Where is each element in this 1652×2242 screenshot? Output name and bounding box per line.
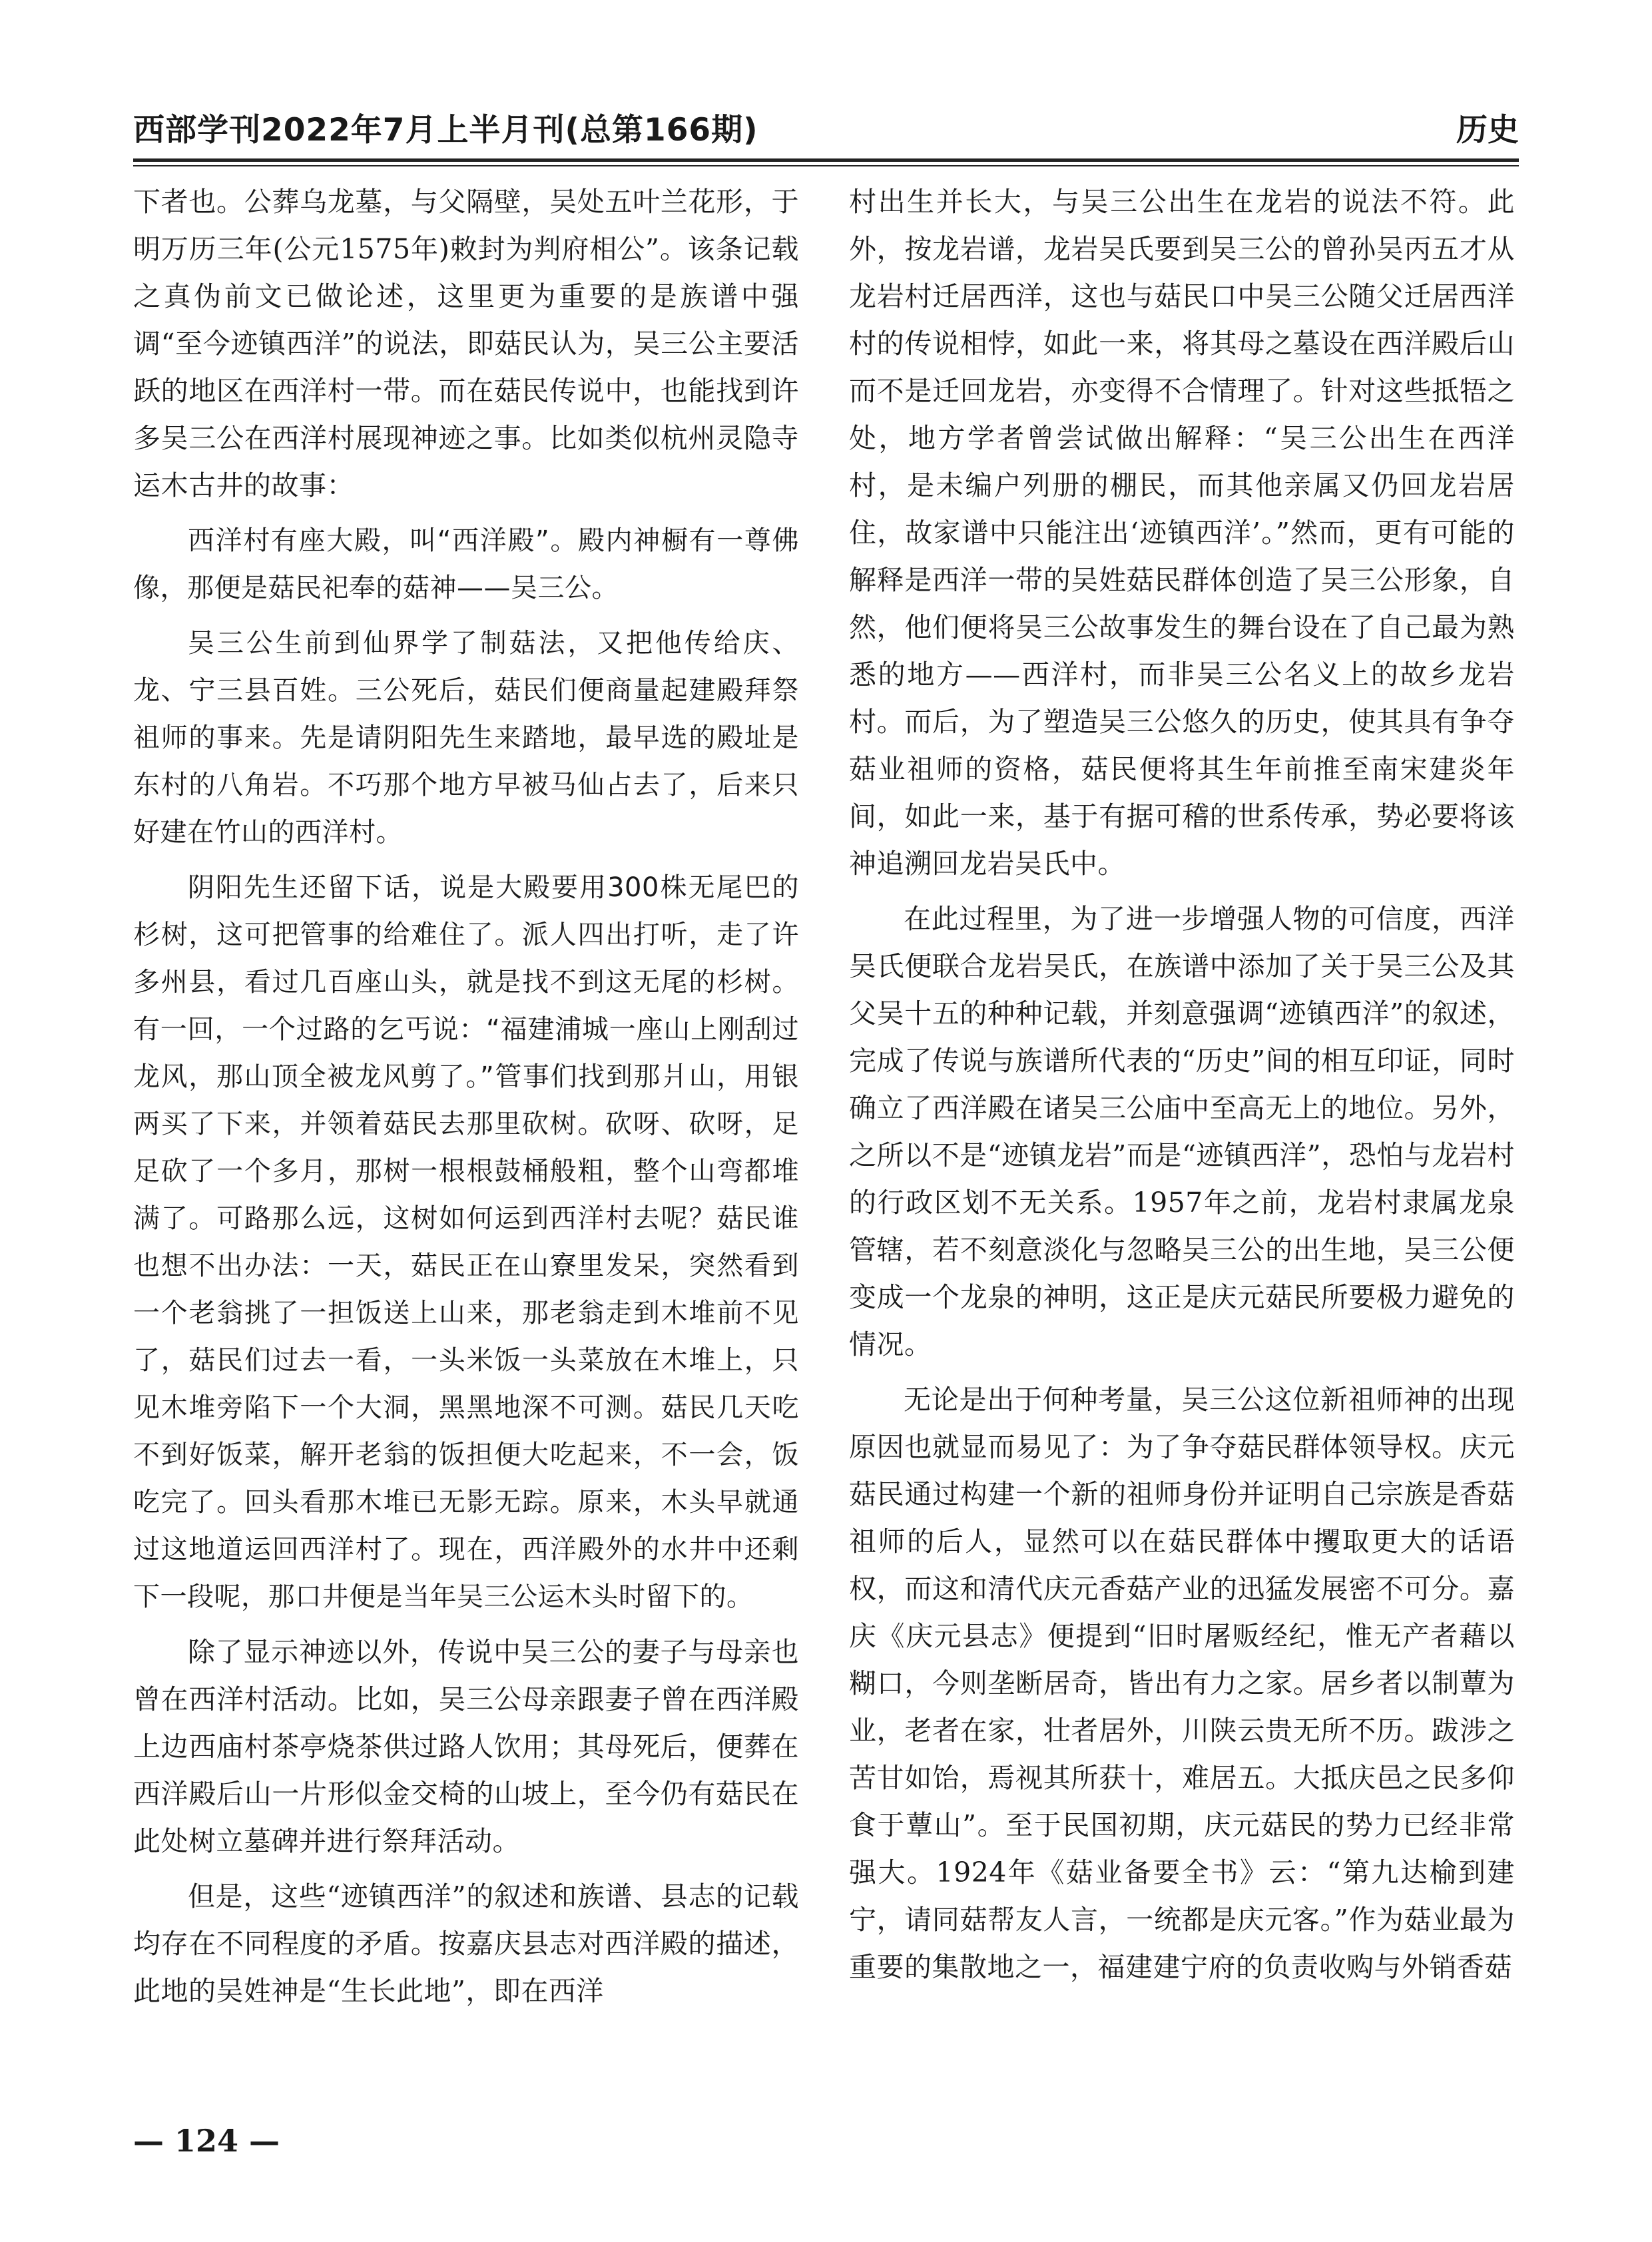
page-number: — 124 — <box>133 2123 280 2159</box>
paragraph: 除了显示神迹以外，传说中吴三公的妻子与母亲也曾在西洋村活动。比如，吴三公母亲跟妻子曾在西洋殿上边西庙村茶亭烧茶供过路人饮用；其母死后，便葬在西洋殿后山一片形似金交椅的山坡上，至今仍有菇民在此处树立墓碑并进行祭拜活动。 <box>133 1636 799 1857</box>
paragraph: 下者也。公葬乌龙墓，与父隔壁，吴处五叶兰花形，于明万历三年(公元1575年)敕封为判府相公”。该条记载之真伪前文已做论述，这里更为重要的是族谱中强调“至今迹镇西洋”的说法，即菇民认为，吴三公主要活跃的地区在西洋村一带。而在菇民传说中，也能找到许多吴三公在西洋村展现神迹之事。比如类似杭州灵隐寺运木古井的故事： <box>133 186 799 501</box>
right-column <box>849 178 1515 1991</box>
journal-title: 西部学刊2022年7月上半月刊(总第166期) <box>133 112 758 148</box>
paragraph: 但是，这些“迹镇西洋”的叙述和族谱、县志的记载均存在不同程度的矛盾。按嘉庆县志对西洋殿的描述，此地的吴姓神是“生长此地”，即在西洋 <box>133 1880 799 2007</box>
paragraph: 西洋村有座大殿，叫“西洋殿”。殿内神橱有一尊佛像，那便是菇民祀奉的菇神——吴三公。 <box>133 525 799 603</box>
section-label: 历史 <box>1456 112 1519 148</box>
paragraph: 阴阳先生还留下话，说是大殿要用300株无尾巴的杉树，这可把管事的给难住了。派人四出打听，走了许多州县，看过几百座山头，就是找不到这无尾的杉树。有一回，一个过路的乞丐说：“福建浦城一座山上刚刮过龙风，那山顶全被龙风剪了。”管事们找到那爿山，用银两买了下来，并领着菇民去那里砍树。砍呀、砍呀，足足砍了一个多月，那树一根根鼓桶般粗，整个山弯都堆满了。可路那么远，这树如何运到西洋村去呢？菇民谁也想不出办法：一天，菇民正在山寮里发呆，突然看到一个老翁挑了一担饭送上山来，那老翁走到木堆前不见了，菇民们过去一看，一头米饭一头菜放在木堆上，只见木堆旁陷下一个大洞，黑黑地深不可测。菇民几天吃不到好饭菜，解开老翁的饭担便大吃起来，不一会，饭吃完了。回头看那木堆已无影无踪。原来，木头早就通过这地道运回西洋村了。现在，西洋殿外的水井中还剩下一段呢，那口井便是当年吴三公运木头时留下的。 <box>133 872 799 1612</box>
left-column <box>133 178 799 2015</box>
running-header <box>133 100 1519 152</box>
paragraph: 吴三公生前到仙界学了制菇法，又把他传给庆、龙、宁三县百姓。三公死后，菇民们便商量起建殿拜祭祖师的事来。先是请阴阳先生来踏地，最早选的殿址是东村的八角岩。不巧那个地方早被马仙占去了，后来只好建在竹山的西洋村。 <box>133 628 799 848</box>
header-rule-thin <box>133 165 1519 166</box>
header-rule-thick <box>133 158 1519 162</box>
paragraph: 在此过程里，为了进一步增强人物的可信度，西洋吴氏便联合龙岩吴氏，在族谱中添加了关于吴三公及其父吴十五的种种记载，并刻意强调“迹镇西洋”的叙述，完成了传说与族谱所代表的“历史”间的相互印证，同时确立了西洋殿在诸吴三公庙中至高无上的地位。另外，之所以不是“迹镇龙岩”而是“迹镇西洋”，恐怕与龙岩村的行政区划不无关系。1957年之前，龙岩村隶属龙泉管辖，若不刻意淡化与忽略吴三公的出生地，吴三公便变成一个龙泉的神明，这正是庆元菇民所要极力避免的情况。 <box>849 903 1515 1360</box>
paragraph: 无论是出于何种考量，吴三公这位新祖师神的出现原因也就显而易见了：为了争夺菇民群体领导权。庆元菇民通过构建一个新的祖师身份并证明自己宗族是香菇祖师的后人，显然可以在菇民群体中攫取更大的话语权，而这和清代庆元香菇产业的迅猛发展密不可分。嘉庆《庆元县志》便提到“旧时屠贩经纪，惟无产者藉以糊口，今则垄断居奇，皆出有力之家。居乡者以制蕈为业，老者在家，壮者居外，川陕云贵无所不历。跋涉之苦甘如饴，焉视其所获十，难居五。大抵庆邑之民多仰食于蕈山”。至于民国初期，庆元菇民的势力已经非常强大。1924年《菇业备要全书》云：“第九达榆到建宁，请同菇帮友人言，一统都是庆元客。”作为菇业最为重要的集散地之一，福建建宁府的负责收购与外销香菇 <box>849 1384 1515 1983</box>
paragraph: 村出生并长大，与吴三公出生在龙岩的说法不符。此外，按龙岩谱，龙岩吴氏要到吴三公的曾孙吴丙五才从龙岩村迁居西洋，这也与菇民口中吴三公随父迁居西洋村的传说相悖，如此一来，将其母之墓设在西洋殿后山而不是迁回龙岩，亦变得不合情理了。针对这些抵牾之处，地方学者曾尝试做出解释：“吴三公出生在西洋村，是未编户列册的棚民，而其他亲属又仍回龙岩居住，故家谱中只能注出‘迹镇西洋’。”然而，更有可能的解释是西洋一带的吴姓菇民群体创造了吴三公形象，自然，他们便将吴三公故事发生的舞台设在了自己最为熟悉的地方——西洋村，而非吴三公名义上的故乡龙岩村。而后，为了塑造吴三公悠久的历史，使其具有争夺菇业祖师的资格，菇民便将其生年前推至南宋建炎年间，如此一来，基于有据可稽的世系传承，势必要将该神追溯回龙岩吴氏中。 <box>849 186 1515 880</box>
